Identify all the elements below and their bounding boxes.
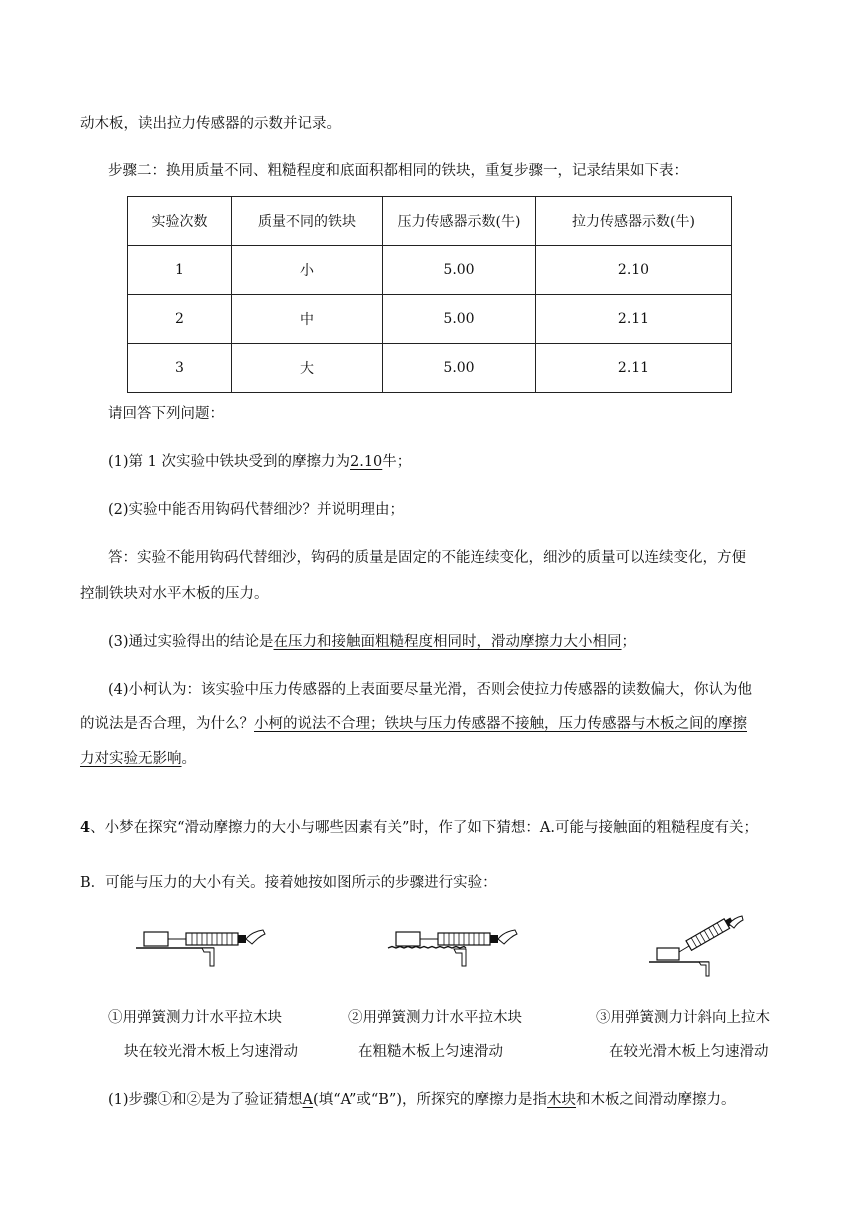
table-header-row	[128, 197, 732, 246]
answer-3: 在压力和接触面粗糙程度相同时，滑动摩擦力大小相同	[273, 634, 622, 650]
question-3-text: (3)通过实验得出的结论是	[108, 634, 274, 650]
question-4-line3	[80, 749, 196, 769]
final-question	[108, 1090, 736, 1110]
table-cell: 2.10	[536, 246, 732, 295]
caption-3-line2: 在较光滑木板上匀速滑动	[609, 1044, 769, 1060]
results-table	[127, 196, 732, 393]
final-answer-2: 木块	[547, 1092, 576, 1108]
problem-4-line1	[80, 818, 758, 838]
question-3-end: ；	[621, 634, 637, 650]
answer-1: 2.10	[349, 454, 383, 470]
final-question-mid: (填“A”或“B”)，所探究的摩擦力是指	[313, 1092, 547, 1108]
question-4-text: 的说法是否合理，为什么？	[80, 716, 254, 732]
final-question-text: (1)步骤①和②是为了验证猜想	[108, 1092, 303, 1108]
answer-4-part1: 小柯的说法不合理；铁块与压力传感器不接触，压力传感器与木板之间的摩擦	[254, 716, 747, 732]
experiment-figure-1	[130, 918, 275, 978]
table-cell: 2.11	[536, 295, 732, 344]
table-cell: 1	[128, 246, 232, 295]
table-row	[128, 344, 732, 393]
caption-2-line1: ②用弹簧测力计水平拉木块	[348, 1010, 522, 1026]
question-4-line1: (4)小柯认为：该实验中压力传感器的上表面要尽量光滑，否则会使拉力传感器的读数偏大，你认为他	[108, 682, 753, 698]
table-cell: 5.00	[383, 246, 536, 295]
table-cell: 5.00	[383, 344, 536, 393]
table-cell: 3	[128, 344, 232, 393]
problem-4-line2: B．可能与压力的大小有关。接着她按如图所示的步骤进行实验：	[80, 875, 497, 891]
question-1-unit: 牛；	[382, 454, 412, 470]
answer-2-line1: 答：实验不能用钩码代替细沙，钩码的质量是固定的不能连续变化，细沙的质量可以连续变化，方便	[108, 550, 746, 566]
step-two-text: 步骤二：换用质量不同、粗糙程度和底面积都相同的铁块，重复步骤一，记录结果如下表：	[108, 163, 688, 179]
table-cell: 2	[128, 295, 232, 344]
caption-1-line1: ①用弹簧测力计水平拉木块	[108, 1010, 282, 1026]
caption-1-line2: 块在较光滑木板上匀速滑动	[124, 1044, 298, 1060]
caption-3-line1: ③用弹簧测力计斜向上拉木	[596, 1010, 770, 1026]
experiment-figure-2	[382, 918, 527, 978]
question-2: (2)实验中能否用钩码代替细沙？并说明理由；	[108, 502, 405, 518]
caption-2-line2: 在粗糙木板上匀速滑动	[358, 1044, 503, 1060]
answer-2-line2: 控制铁块对水平木板的压力。	[80, 586, 269, 602]
final-answer-1: A	[302, 1092, 314, 1108]
table-cell: 小	[232, 246, 383, 295]
answer-4-part2: 力对实验无影响	[80, 751, 182, 767]
problem-4-text: 、小梦在探究“滑动摩擦力的大小与哪些因素有关”时，作了如下猜想：A.可能与接触面的粗糙程度有关；	[90, 820, 758, 836]
question-4-line2	[80, 714, 747, 734]
table-header: 质量不同的铁块	[232, 197, 383, 246]
question-intro: 请回答下列问题：	[108, 406, 224, 422]
table-cell: 大	[232, 344, 383, 393]
table-cell: 中	[232, 295, 383, 344]
table-cell: 2.11	[536, 344, 732, 393]
final-question-end: 和木板之间滑动摩擦力。	[576, 1092, 736, 1108]
table-header: 压力传感器示数(牛)	[383, 197, 536, 246]
experiment-figure-3	[645, 910, 745, 978]
question-3	[108, 632, 636, 652]
question-1-text: (1)第 1 次实验中铁块受到的摩擦力为	[108, 454, 350, 470]
problem-number: 4	[80, 819, 91, 836]
table-row	[128, 295, 732, 344]
question-1	[108, 452, 411, 472]
table-cell: 5.00	[383, 295, 536, 344]
table-header: 拉力传感器示数(牛)	[536, 197, 732, 246]
table-row	[128, 246, 732, 295]
text-line: 动木板，读出拉力传感器的示数并记录。	[80, 116, 341, 132]
table-header: 实验次数	[128, 197, 232, 246]
question-4-end: 。	[181, 751, 196, 767]
